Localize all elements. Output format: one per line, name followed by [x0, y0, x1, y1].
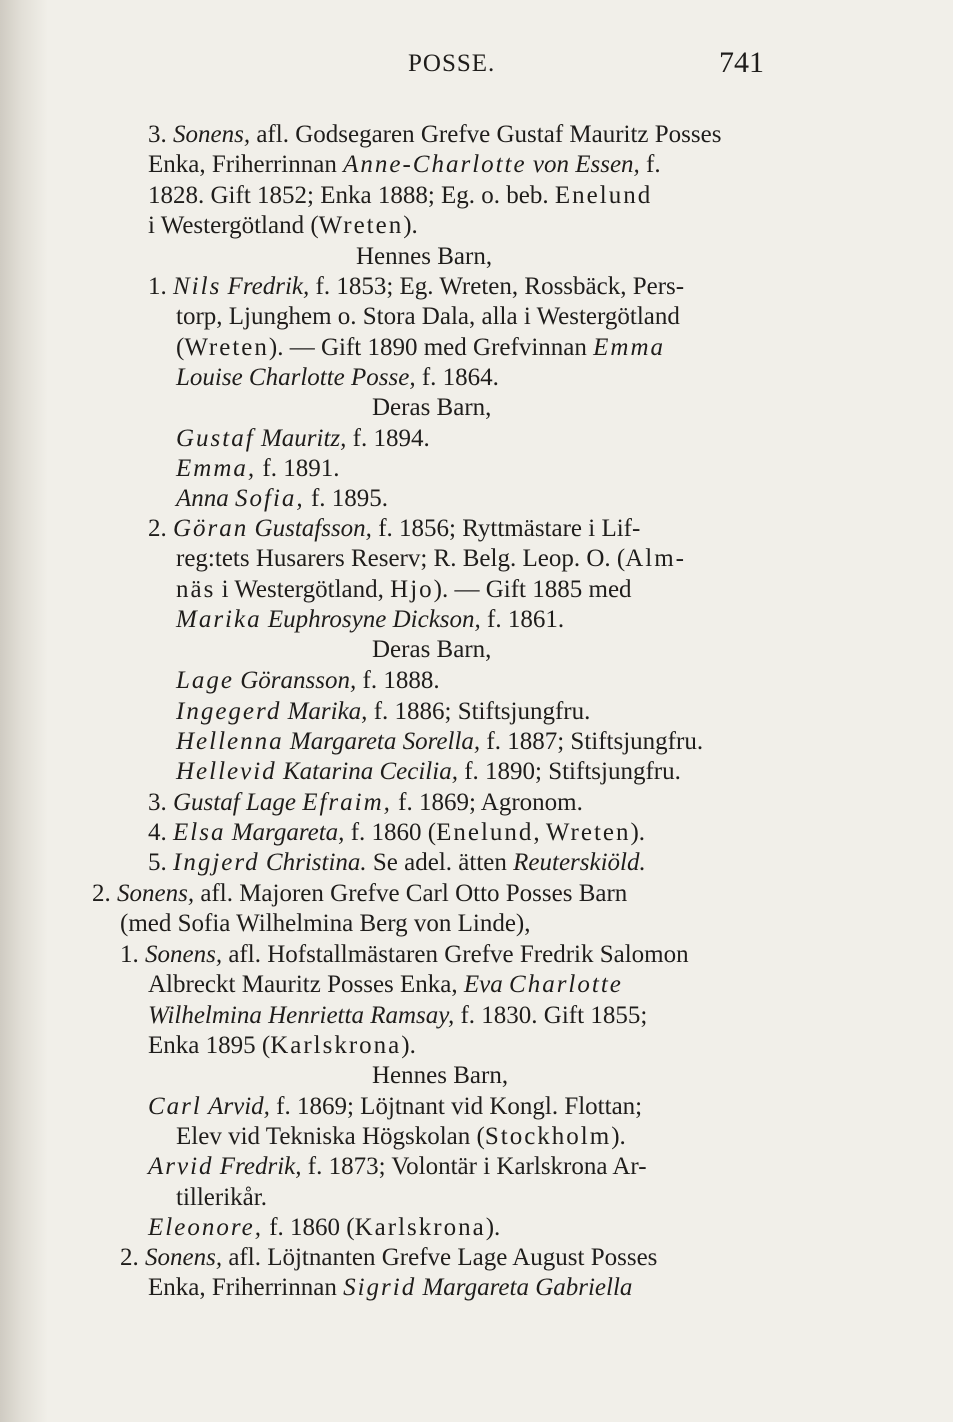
- text-segment: ).: [403, 212, 418, 239]
- text-segment: Ingegerd: [176, 698, 282, 725]
- text-line: [176, 333, 665, 363]
- text-segment: Marika,: [287, 698, 368, 725]
- text-segment: Gustafsson,: [254, 515, 372, 542]
- text-line: [176, 575, 632, 605]
- text-segment: Elsa: [173, 819, 226, 846]
- text-segment: Margareta,: [231, 819, 345, 846]
- text-segment: Se adel. ätten: [366, 849, 514, 876]
- text-line: [176, 697, 590, 727]
- text-line: [176, 484, 388, 514]
- text-segment: 3.: [148, 121, 173, 148]
- text-segment: (med Sofia Wilhelmina Berg von Linde),: [120, 910, 531, 937]
- text-segment: i Westergötland (: [148, 212, 319, 239]
- text-segment: f. 1895.: [304, 485, 389, 512]
- text-segment: f. 1856; Ryttmästare i Lif-: [371, 515, 641, 542]
- text-line: [148, 272, 684, 302]
- text-line: [372, 635, 491, 665]
- text-segment: Katarina Cecilia,: [282, 758, 458, 785]
- text-line: [148, 181, 652, 211]
- text-line: [176, 727, 703, 757]
- text-segment: Arvid: [148, 1153, 214, 1180]
- text-line: [372, 393, 491, 423]
- text-line: [176, 605, 564, 635]
- text-line: [176, 454, 339, 484]
- text-segment: Mauritz,: [260, 425, 347, 452]
- text-segment: Carl: [148, 1093, 202, 1120]
- text-segment: f. 1890; Stiftsjungfru.: [457, 758, 681, 785]
- text-segment: Eleonore,: [148, 1214, 263, 1241]
- page-binding-shadow: [0, 0, 48, 1422]
- text-segment: 1828. Gift 1852; Enka 1888; Eg. o. beb.: [148, 182, 555, 209]
- text-line: [148, 1092, 642, 1122]
- text-segment: f. 1869; Löjtnant vid Kongl. Flottan;: [269, 1093, 643, 1120]
- text-segment: Sofia,: [235, 485, 305, 512]
- text-segment: (: [176, 334, 185, 361]
- text-line: [120, 909, 531, 939]
- text-segment: ,: [533, 819, 546, 846]
- text-line: [92, 879, 627, 909]
- text-line: [176, 363, 499, 393]
- text-segment: 1.: [148, 273, 173, 300]
- text-line: [148, 120, 721, 150]
- text-line: [148, 1273, 632, 1303]
- text-line: [148, 970, 623, 1000]
- text-segment: Enka 1895 (: [148, 1032, 271, 1059]
- text-segment: Lage: [176, 667, 234, 694]
- text-segment: Reuterskiöld.: [513, 849, 646, 876]
- text-segment: 4.: [148, 819, 173, 846]
- text-segment: Wreten: [318, 212, 404, 239]
- text-segment: Hjo: [390, 576, 434, 603]
- text-segment: Hennes Barn,: [372, 1062, 509, 1089]
- text-segment: f. 1861.: [480, 606, 565, 633]
- text-segment: Göransson,: [240, 667, 357, 694]
- text-line: [148, 788, 583, 818]
- text-line: [148, 1031, 416, 1061]
- text-segment: f. 1860 (: [262, 1214, 355, 1241]
- text-line: [148, 514, 640, 544]
- text-segment: Charlotte: [509, 971, 623, 998]
- text-segment: torp, Ljunghem o. Stora Dala, alla i Westergötland: [176, 303, 680, 330]
- text-segment: Emma,: [176, 455, 257, 482]
- text-segment: i Westergötland,: [215, 576, 391, 603]
- text-segment: Sonens,: [145, 1244, 223, 1271]
- text-segment: Emma: [593, 334, 666, 361]
- text-line: [148, 150, 661, 180]
- text-segment: Fredrik,: [219, 1153, 302, 1180]
- text-segment: ).: [401, 1032, 416, 1059]
- text-segment: Sonens,: [117, 880, 195, 907]
- text-segment: Sonens,: [173, 121, 251, 148]
- text-segment: Wreten: [545, 819, 631, 846]
- text-segment: f.: [639, 151, 661, 178]
- text-segment: Anna: [176, 485, 229, 512]
- text-segment: Margareta Gabriella: [422, 1274, 633, 1301]
- text-segment: Lage: [245, 789, 296, 816]
- text-segment: Sigrid: [343, 1274, 417, 1301]
- text-segment: Elev vid Tekniska Högskolan (: [176, 1123, 485, 1150]
- page-header: [148, 48, 808, 88]
- text-segment: f. 1891.: [256, 455, 340, 482]
- text-segment: f. 1853; Eg. Wreten, Rossbäck, Pers-: [309, 273, 685, 300]
- text-segment: näs: [176, 576, 216, 603]
- text-segment: Efraim,: [302, 789, 392, 816]
- text-segment: reg:tets Husarers Reserv; R. Belg. Leop. O. (: [176, 545, 626, 572]
- text-segment: ).: [485, 1214, 501, 1241]
- text-line: [148, 818, 645, 848]
- text-segment: Enelund: [436, 819, 534, 846]
- text-segment: Karlskrona: [270, 1032, 402, 1059]
- text-segment: Anne-Charlotte: [343, 151, 527, 178]
- text-segment: Wilhelmina Henrietta Ramsay,: [148, 1002, 455, 1029]
- text-segment: Alm-: [625, 545, 686, 572]
- text-segment: afl. Godsegaren Grefve Gustaf Mauritz Posses: [250, 121, 722, 148]
- text-segment: Gustaf: [173, 789, 240, 816]
- text-segment: 2.: [92, 880, 117, 907]
- text-line: [356, 242, 492, 272]
- text-segment: 2.: [120, 1244, 145, 1271]
- text-line: [176, 424, 430, 454]
- text-segment: 2.: [148, 515, 173, 542]
- text-segment: Gustaf: [176, 425, 255, 452]
- text-line: [176, 1122, 626, 1152]
- text-segment: f. 1894.: [346, 425, 430, 452]
- text-line: [176, 757, 681, 787]
- text-segment: afl. Hofstallmästaren Grefve Fredrik Salomon: [222, 941, 689, 968]
- text-line: [176, 666, 440, 696]
- text-line: [176, 302, 680, 332]
- text-segment: Enka, Friherrinnan: [148, 1274, 344, 1301]
- text-line: [148, 211, 418, 241]
- text-segment: Louise Charlotte Posse,: [176, 364, 416, 391]
- text-segment: Eva: [463, 971, 503, 998]
- text-segment: f. 1860 (: [344, 819, 437, 846]
- text-segment: Karlskrona: [354, 1214, 486, 1241]
- text-segment: Stockholm: [484, 1123, 612, 1150]
- text-segment: Enka, Friherrinnan: [148, 151, 344, 178]
- text-segment: afl. Majoren Grefve Carl Otto Posses Barn: [194, 880, 628, 907]
- text-segment: Fredrik,: [227, 273, 310, 300]
- text-segment: Euphrosyne Dickson,: [267, 606, 481, 633]
- text-segment: Hellenna: [176, 728, 284, 755]
- text-line: [148, 1152, 647, 1182]
- text-line: [148, 1001, 647, 1031]
- text-segment: f. 1888.: [356, 667, 440, 694]
- text-segment: 3.: [148, 789, 173, 816]
- text-segment: Arvid,: [208, 1093, 270, 1120]
- text-segment: 5.: [148, 849, 173, 876]
- text-segment: von Essen,: [532, 151, 640, 178]
- text-segment: Marika: [176, 606, 262, 633]
- text-segment: f. 1869; Agronom.: [391, 789, 583, 816]
- page-number: 741: [719, 46, 764, 79]
- text-segment: Ingjerd: [173, 849, 260, 876]
- text-segment: Göran: [173, 515, 249, 542]
- text-segment: ). — Gift 1885 med: [433, 576, 632, 603]
- text-segment: tillerikår.: [176, 1184, 267, 1211]
- text-segment: ).: [611, 1123, 626, 1150]
- text-segment: Deras Barn,: [372, 394, 492, 421]
- text-line: [372, 1061, 508, 1091]
- text-segment: Wreten: [184, 334, 269, 361]
- text-segment: Deras Barn,: [372, 636, 492, 663]
- text-segment: Nils: [173, 273, 222, 300]
- text-line: [120, 1243, 657, 1273]
- running-head: POSSE.: [408, 50, 496, 77]
- text-line: [148, 1213, 500, 1243]
- text-segment: afl. Löjtnanten Grefve Lage August Posses: [222, 1244, 658, 1271]
- text-segment: Sonens,: [145, 941, 223, 968]
- text-segment: Hellevid: [176, 758, 277, 785]
- text-segment: Albreckt Mauritz Posses Enka,: [148, 971, 464, 998]
- text-segment: 1.: [120, 941, 145, 968]
- text-segment: f. 1830. Gift 1855;: [454, 1002, 648, 1029]
- text-segment: ). — Gift 1890 med Grefvinnan: [268, 334, 594, 361]
- text-segment: f. 1886; Stiftsjungfru.: [367, 698, 591, 725]
- text-segment: Hennes Barn,: [356, 243, 493, 270]
- text-line: [120, 940, 689, 970]
- text-segment: f. 1887; Stiftsjungfru.: [480, 728, 704, 755]
- text-line: [148, 848, 646, 878]
- text-segment: f. 1873; Volontär i Karlskrona Ar-: [301, 1153, 647, 1180]
- text-segment: Margareta Sorella,: [289, 728, 481, 755]
- text-segment: Enelund: [554, 182, 653, 209]
- text-line: [176, 1183, 267, 1213]
- text-line: [176, 544, 686, 574]
- text-segment: Christina.: [265, 849, 367, 876]
- text-segment: f. 1864.: [415, 364, 499, 391]
- text-segment: ).: [630, 819, 646, 846]
